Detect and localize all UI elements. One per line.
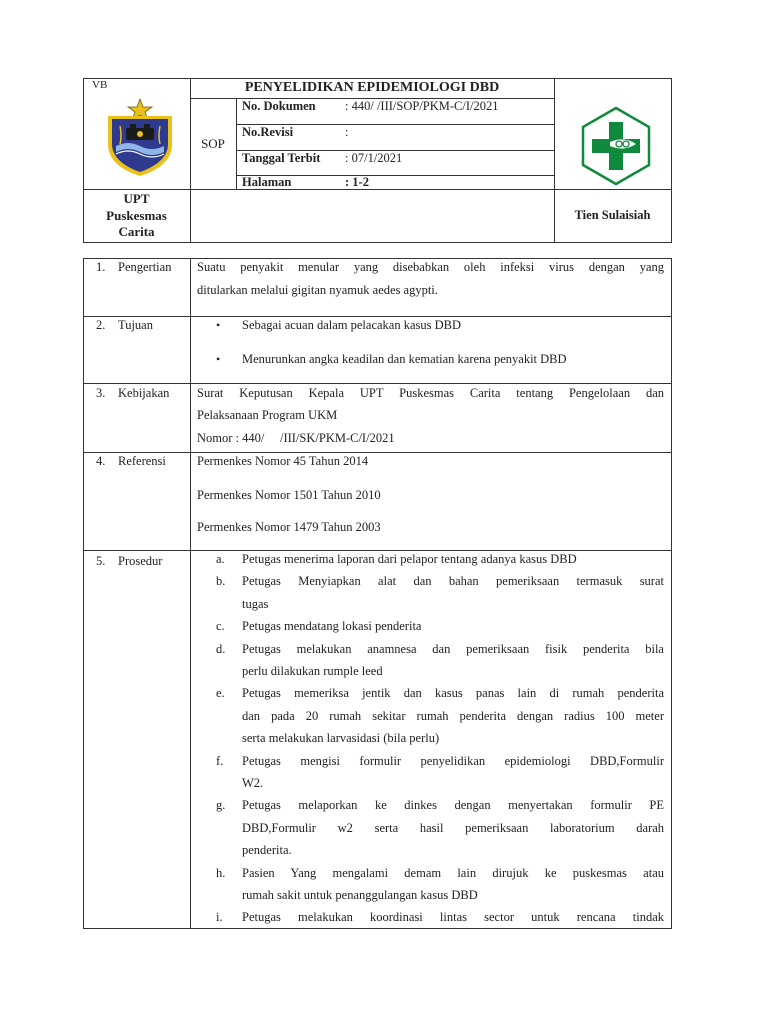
kebijakan-line-1: Surat Keputusan Kepala UPT Puskesmas Carita tentang Pengelolaan dan — [197, 386, 664, 400]
step-text-line: W2. — [242, 775, 264, 790]
pengertian-line-2: ditularkan melalui gigitan nyamuk aedes agypti. — [197, 283, 438, 297]
step-text-line: Petugas melakukan koordinasi lintas sector untuk rencana tindak — [242, 910, 664, 925]
row-label-kebijakan: Kebijakan — [118, 386, 170, 400]
step-text-line: Petugas Menyiapkan alat dan bahan pemeriksaan termasuk surat — [242, 574, 664, 589]
puskesmas-logo-icon — [576, 106, 656, 186]
field-label-no-dokumen: No. Dokumen — [242, 99, 316, 113]
step-text-line: DBD,Formulir w2 serta hasil pemeriksaan laboratorium darah — [242, 820, 664, 835]
kebijakan-line-2: Pelaksanaan Program UKM — [197, 408, 338, 422]
row-label-referensi: Referensi — [118, 454, 166, 468]
step-text-line: rumah sakit untuk penanggulangan kasus DBD — [242, 887, 478, 902]
kebijakan-line-3: Nomor : 440/ /III/SK/PKM-C/I/2021 — [197, 431, 395, 445]
row-number-2: 2. — [96, 318, 106, 332]
step-marker: f. — [216, 753, 224, 768]
field-value-halaman: : 1-2 — [345, 175, 369, 189]
row-number-3: 3. — [96, 386, 106, 400]
tujuan-item-2: Menurunkan angka keadilan dan kematian karena penyakit DBD — [242, 352, 567, 366]
step-text-line: penderita. — [242, 843, 292, 858]
field-label-tanggal-terbit: Tanggal Terbit — [242, 151, 321, 165]
org-line-1: UPT — [123, 191, 150, 206]
step-marker: e. — [216, 686, 225, 701]
row-label-prosedur: Prosedur — [118, 554, 163, 568]
vb-label: VB — [92, 79, 108, 91]
row-label-tujuan: Tujuan — [118, 318, 153, 332]
document-title: PENYELIDIKAN EPIDEMIOLOGI DBD — [244, 80, 500, 95]
step-text-line: perlu dilakukan rumple leed — [242, 663, 383, 678]
step-text-line: Petugas mendatang lokasi penderita — [242, 619, 422, 634]
tujuan-item-1: Sebagai acuan dalam pelacakan kasus DBD — [242, 318, 462, 332]
row-number-4: 4. — [96, 454, 106, 468]
referensi-item-2: Permenkes Nomor 1501 Tahun 2010 — [197, 488, 381, 502]
signer-name: Tien Sulaisiah — [574, 208, 651, 222]
org-line-3: Carita — [118, 224, 155, 239]
field-label-halaman: Halaman — [242, 175, 292, 189]
field-value-tanggal-terbit: : 07/1/2021 — [345, 151, 403, 165]
organization-name — [83, 191, 190, 241]
step-text-line: serta melakukan larvasidasi (bila perlu) — [242, 731, 440, 746]
sop-label: SOP — [201, 136, 225, 151]
step-marker: c. — [216, 619, 225, 634]
row-number-5: 5. — [96, 554, 106, 568]
step-marker: h. — [216, 865, 226, 880]
step-text-line: tugas — [242, 596, 269, 611]
step-text-line: Petugas menerima laporan dari pelapor tentang adanya kasus DBD — [242, 552, 577, 566]
step-marker: d. — [216, 641, 226, 656]
step-marker: a. — [216, 552, 225, 566]
step-text-line: Pasien Yang mengalami demam lain dirujuk ke puskesmas atau — [242, 865, 664, 880]
step-marker: i. — [216, 910, 223, 925]
field-value-no-dokumen: : 440/ /III/SOP/PKM-C/I/2021 — [345, 99, 499, 113]
field-value-no-revisi: : — [345, 125, 349, 139]
bullet-icon: • — [216, 318, 221, 332]
referensi-item-1: Permenkes Nomor 45 Tahun 2014 — [197, 454, 369, 468]
pengertian-line-1: Suatu penyakit menular yang disebabkan oleh infeksi virus dengan yang — [197, 260, 664, 274]
step-text-line: Petugas melakukan anamnesa dan pemeriksaan fisik penderita bila — [242, 641, 664, 656]
step-text-line: Petugas memeriksa jentik dan kasus panas lain di rumah penderita — [242, 686, 664, 701]
regency-emblem-icon — [100, 96, 180, 178]
field-label-no-revisi: No.Revisi — [242, 125, 294, 139]
step-marker: b. — [216, 574, 226, 589]
org-line-2: Puskesmas — [106, 207, 167, 223]
step-text-line: Petugas mengisi formulir penyelidikan epidemiologi DBD,Formulir — [242, 753, 664, 768]
step-text-line: dan pada 20 rumah sekitar rumah penderita dengan radius 100 meter — [242, 708, 664, 723]
row-label-pengertian: Pengertian — [118, 260, 172, 274]
row-number-1: 1. — [96, 260, 106, 274]
step-marker: g. — [216, 798, 226, 813]
referensi-item-3: Permenkes Nomor 1479 Tahun 2003 — [197, 520, 381, 534]
bullet-icon: • — [216, 352, 221, 366]
step-text-line: Petugas melaporkan ke dinkes dengan menyertakan formulir PE — [242, 798, 664, 813]
